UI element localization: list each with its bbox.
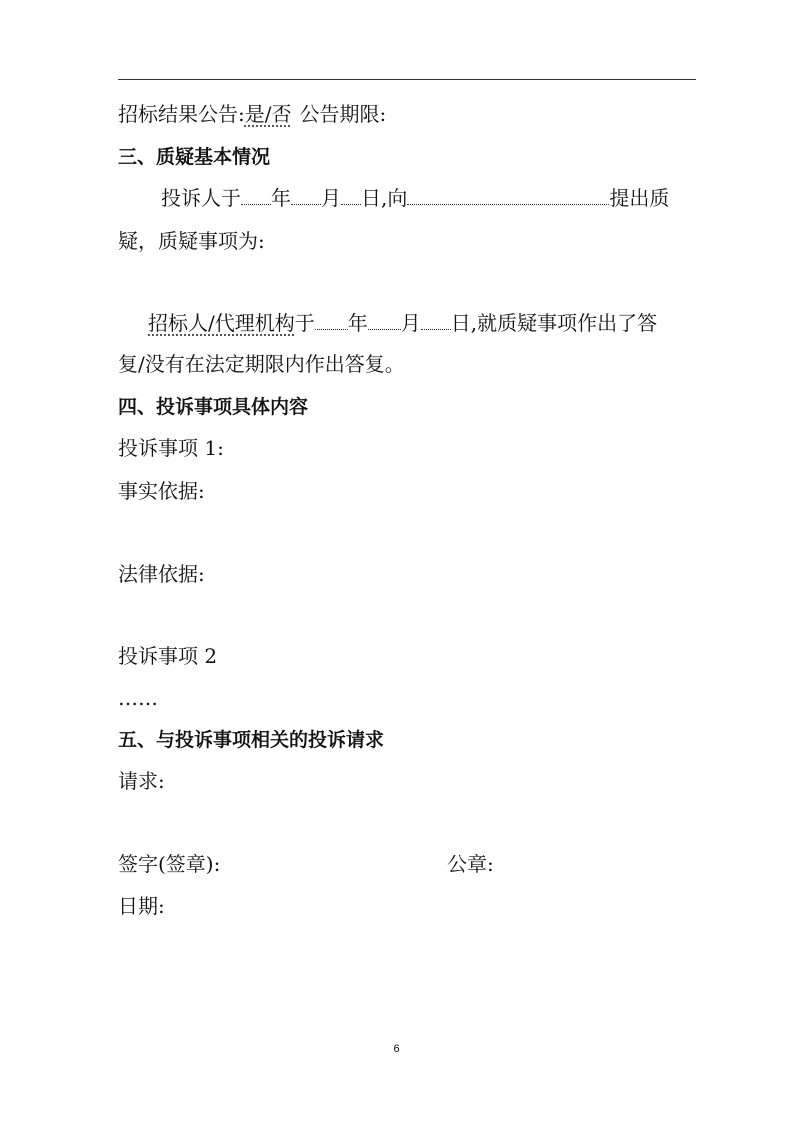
year-blank[interactable] — [241, 186, 271, 205]
signature-label: 签字(签章): — [118, 852, 221, 876]
request-label: 请求: — [118, 769, 165, 793]
header-rule — [118, 79, 696, 80]
official-seal-label: 公章: — [447, 852, 494, 876]
reply-year-blank[interactable] — [315, 311, 348, 330]
day-blank[interactable] — [341, 186, 361, 205]
result-notice-label: 招标结果公告: — [118, 102, 245, 126]
recipient-blank[interactable] — [407, 186, 609, 205]
complaint-date-line — [161, 184, 669, 212]
at-label: 于 — [294, 311, 315, 335]
complaint-item-1: 投诉事项 1: — [118, 436, 224, 460]
legal-basis-label: 法律依据: — [118, 562, 205, 586]
facts-basis-label: 事实依据: — [118, 479, 205, 503]
agent-label: 招标人/代理机构 — [148, 311, 295, 335]
day-to-label: 日,向 — [361, 186, 408, 210]
query-items-line: 疑，质疑事项为: — [118, 229, 265, 253]
month-blank[interactable] — [291, 186, 321, 205]
reply-content-label: 日,就质疑事项作出了答 — [450, 311, 658, 335]
month-label: 月 — [321, 186, 341, 210]
reply-month-blank[interactable] — [368, 311, 401, 330]
reply-month-label: 月 — [400, 311, 421, 335]
reply-status-line: 复/没有在法定期限内作出答复。 — [118, 352, 405, 376]
ellipsis: …… — [118, 686, 158, 710]
section-3-heading: 三、质疑基本情况 — [118, 146, 271, 168]
raise-query-label: 提出质 — [609, 186, 670, 210]
section-4-heading: 四、投诉事项具体内容 — [118, 396, 309, 418]
reply-year-label: 年 — [347, 311, 368, 335]
result-notice-line — [118, 100, 386, 128]
date-label: 日期: — [118, 894, 165, 918]
complainant-label: 投诉人于 — [161, 186, 241, 210]
section-5-heading: 五、与投诉事项相关的投诉请求 — [118, 729, 385, 751]
notice-period-label: 公告期限: — [299, 102, 387, 126]
reply-date-line — [148, 309, 657, 337]
year-label: 年 — [271, 186, 291, 210]
complaint-item-2: 投诉事项 2 — [118, 644, 218, 668]
result-notice-choice[interactable]: 是/否 — [244, 102, 292, 126]
page-number: 6 — [393, 1043, 400, 1055]
reply-day-blank[interactable] — [421, 311, 451, 330]
